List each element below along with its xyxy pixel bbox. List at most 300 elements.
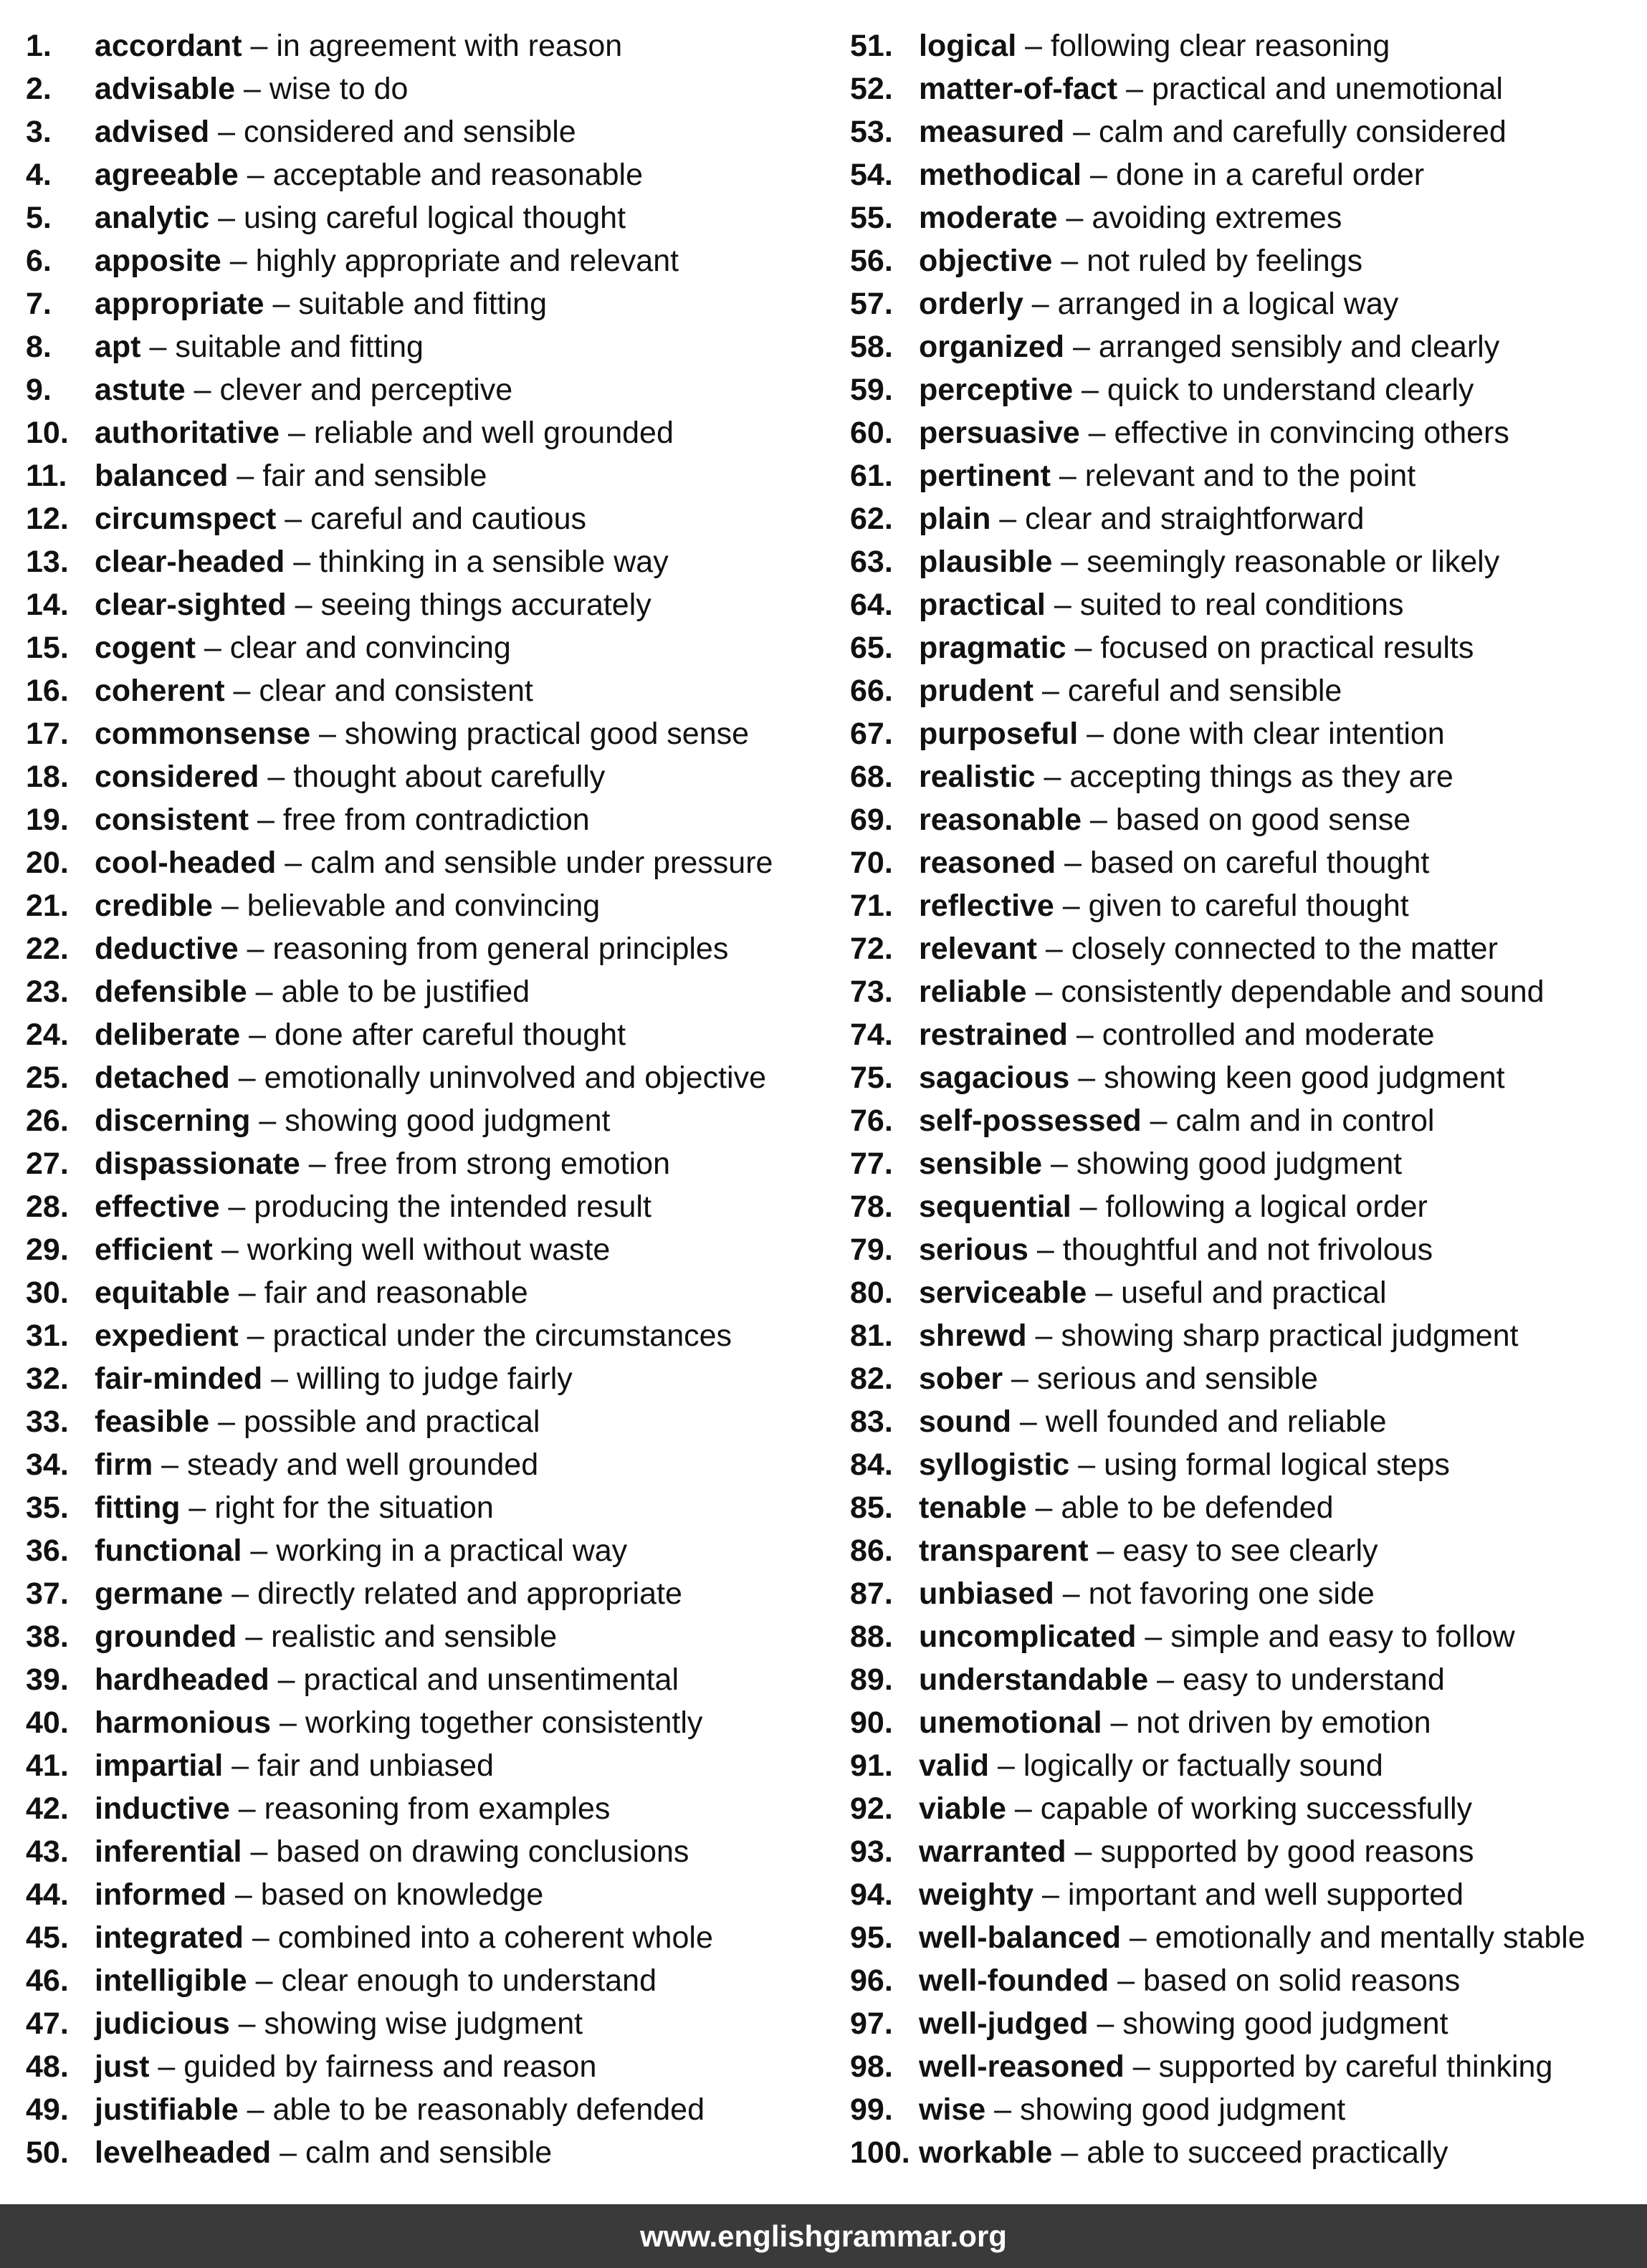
item-word: perceptive bbox=[919, 373, 1074, 407]
item-word: reflective bbox=[919, 889, 1054, 923]
item-word: sound bbox=[919, 1405, 1011, 1439]
item-definition: using careful logical thought bbox=[243, 201, 626, 235]
item-definition: arranged sensibly and clearly bbox=[1098, 330, 1500, 364]
item-definition: easy to see clearly bbox=[1122, 1533, 1378, 1568]
list-item bbox=[850, 628, 1631, 671]
list-item bbox=[26, 155, 836, 198]
list-item bbox=[26, 1187, 836, 1230]
item-word: discerning bbox=[95, 1104, 251, 1138]
item-separator: – bbox=[271, 1705, 305, 1740]
list-item bbox=[850, 198, 1631, 241]
item-definition: based on solid reasons bbox=[1142, 1963, 1461, 1998]
item-definition: practical and unemotional bbox=[1151, 72, 1503, 106]
list-item bbox=[850, 929, 1631, 972]
item-word: considered bbox=[95, 760, 259, 794]
item-number: 85. bbox=[850, 1491, 893, 1525]
item-definition: suitable and fitting bbox=[175, 330, 424, 364]
item-word: harmonious bbox=[95, 1705, 272, 1740]
item-definition: directly related and appropriate bbox=[257, 1576, 682, 1611]
item-number: 29. bbox=[26, 1233, 69, 1267]
item-separator: – bbox=[1052, 244, 1087, 278]
list-item bbox=[850, 2004, 1631, 2047]
item-number: 13. bbox=[26, 545, 69, 579]
item-number: 58. bbox=[850, 330, 893, 364]
list-item bbox=[26, 1144, 836, 1187]
item-separator: – bbox=[195, 631, 230, 665]
item-separator: – bbox=[1120, 1920, 1155, 1955]
list-item bbox=[26, 2090, 836, 2133]
item-separator: – bbox=[1066, 1834, 1101, 1869]
item-definition: careful and sensible bbox=[1067, 674, 1342, 708]
list-item bbox=[26, 972, 836, 1015]
list-item bbox=[850, 1488, 1631, 1531]
item-word: shrewd bbox=[919, 1319, 1027, 1353]
list-item bbox=[850, 327, 1631, 370]
list-item bbox=[850, 1101, 1631, 1144]
item-word: germane bbox=[95, 1576, 224, 1611]
item-number: 88. bbox=[850, 1619, 893, 1654]
item-word: equitable bbox=[95, 1276, 230, 1310]
item-number: 21. bbox=[26, 889, 69, 923]
item-word: restrained bbox=[919, 1018, 1068, 1052]
item-separator: – bbox=[1050, 459, 1085, 493]
list-item bbox=[850, 1058, 1631, 1101]
item-separator: – bbox=[985, 2092, 1021, 2127]
item-number: 30. bbox=[26, 1276, 69, 1310]
item-number: 27. bbox=[26, 1147, 69, 1181]
item-word: logical bbox=[919, 29, 1017, 63]
item-definition: arranged in a logical way bbox=[1057, 287, 1399, 321]
item-word: organized bbox=[919, 330, 1065, 364]
item-definition: realistic and sensible bbox=[271, 1619, 558, 1654]
item-definition: seeing things accurately bbox=[320, 588, 651, 622]
list-item bbox=[26, 241, 836, 284]
list-item bbox=[26, 1316, 836, 1359]
item-definition: emotionally uninvolved and objective bbox=[264, 1061, 766, 1095]
list-item bbox=[26, 1359, 836, 1402]
list-item bbox=[850, 1230, 1631, 1273]
item-number: 70. bbox=[850, 846, 893, 880]
item-separator: – bbox=[140, 330, 176, 364]
item-definition: working together consistently bbox=[305, 1705, 703, 1740]
list-item bbox=[26, 1101, 836, 1144]
item-number: 43. bbox=[26, 1834, 69, 1869]
item-definition: fair and sensible bbox=[262, 459, 487, 493]
item-word: practical bbox=[919, 588, 1046, 622]
item-word: clear-sighted bbox=[95, 588, 287, 622]
item-separator: – bbox=[990, 502, 1026, 536]
item-word: unemotional bbox=[919, 1705, 1102, 1740]
item-definition: steady and well grounded bbox=[187, 1448, 539, 1482]
list-item bbox=[26, 1918, 836, 1961]
item-separator: – bbox=[212, 889, 247, 923]
item-number: 77. bbox=[850, 1147, 893, 1181]
item-definition: showing good judgment bbox=[1122, 2006, 1448, 2041]
item-word: tenable bbox=[919, 1491, 1027, 1525]
list-item bbox=[850, 1144, 1631, 1187]
item-word: astute bbox=[95, 373, 186, 407]
item-definition: showing good judgment bbox=[285, 1104, 611, 1138]
item-word: wise bbox=[919, 2092, 986, 2127]
list-item bbox=[26, 1746, 836, 1789]
item-number: 86. bbox=[850, 1533, 893, 1568]
item-word: reasoned bbox=[919, 846, 1056, 880]
item-number: 48. bbox=[26, 2049, 69, 2084]
item-word: expedient bbox=[95, 1319, 239, 1353]
item-separator: – bbox=[1117, 72, 1152, 106]
item-word: credible bbox=[95, 889, 213, 923]
item-number: 49. bbox=[26, 2092, 69, 2127]
footer-url[interactable]: www.englishgrammar.org bbox=[640, 2219, 1007, 2253]
item-separator: – bbox=[1082, 803, 1116, 837]
item-definition: possible and practical bbox=[243, 1405, 540, 1439]
item-word: advisable bbox=[95, 72, 235, 106]
item-number: 7. bbox=[26, 287, 52, 321]
item-definition: accepting things as they are bbox=[1069, 760, 1453, 794]
item-definition: seemingly reasonable or likely bbox=[1087, 545, 1500, 579]
item-number: 52. bbox=[850, 72, 893, 106]
item-separator: – bbox=[989, 1748, 1023, 1783]
item-word: persuasive bbox=[919, 416, 1080, 450]
item-word: advised bbox=[95, 115, 210, 149]
item-number: 89. bbox=[850, 1662, 893, 1697]
item-definition: quick to understand clearly bbox=[1107, 373, 1474, 407]
item-definition: willing to judge fairly bbox=[296, 1362, 573, 1396]
item-definition: fair and reasonable bbox=[264, 1276, 528, 1310]
item-separator: – bbox=[229, 1061, 264, 1095]
item-number: 79. bbox=[850, 1233, 893, 1267]
item-word: prudent bbox=[919, 674, 1034, 708]
list-item bbox=[850, 1402, 1631, 1445]
item-separator: – bbox=[249, 803, 283, 837]
item-word: justifiable bbox=[95, 2092, 239, 2127]
item-separator: – bbox=[1071, 1190, 1106, 1224]
list-item bbox=[850, 1875, 1631, 1918]
item-number: 99. bbox=[850, 2092, 893, 2127]
item-word: pragmatic bbox=[919, 631, 1066, 665]
item-definition: logically or factually sound bbox=[1023, 1748, 1383, 1783]
item-separator: – bbox=[1088, 1533, 1123, 1568]
item-separator: – bbox=[1023, 287, 1058, 321]
item-word: apposite bbox=[95, 244, 221, 278]
list-item bbox=[26, 69, 836, 112]
item-word: feasible bbox=[95, 1405, 210, 1439]
item-separator: – bbox=[1006, 1791, 1041, 1826]
item-separator: – bbox=[1026, 1491, 1061, 1525]
item-separator: – bbox=[1033, 674, 1068, 708]
item-number: 23. bbox=[26, 975, 69, 1009]
item-definition: focused on practical results bbox=[1100, 631, 1474, 665]
item-number: 1. bbox=[26, 29, 52, 63]
item-number: 5. bbox=[26, 201, 52, 235]
list-item bbox=[850, 1316, 1631, 1359]
item-number: 39. bbox=[26, 1662, 69, 1697]
item-word: apt bbox=[95, 330, 141, 364]
list-item bbox=[850, 26, 1631, 69]
item-separator: – bbox=[1064, 115, 1099, 149]
item-definition: consistently dependable and sound bbox=[1061, 975, 1545, 1009]
item-word: inferential bbox=[95, 1834, 242, 1869]
item-number: 59. bbox=[850, 373, 893, 407]
item-word: levelheaded bbox=[95, 2135, 272, 2170]
item-number: 8. bbox=[26, 330, 52, 364]
item-definition: avoiding extremes bbox=[1092, 201, 1342, 235]
item-number: 3. bbox=[26, 115, 52, 149]
item-number: 92. bbox=[850, 1791, 893, 1826]
item-separator: – bbox=[212, 1233, 247, 1267]
item-definition: believable and convincing bbox=[247, 889, 601, 923]
item-separator: – bbox=[310, 717, 345, 751]
item-definition: supported by careful thinking bbox=[1158, 2049, 1553, 2084]
item-definition: showing wise judgment bbox=[264, 2006, 583, 2041]
item-separator: – bbox=[185, 373, 220, 407]
item-definition: not ruled by feelings bbox=[1087, 244, 1363, 278]
item-word: reliable bbox=[919, 975, 1027, 1009]
list-item bbox=[850, 1445, 1631, 1488]
item-separator: – bbox=[1078, 717, 1112, 751]
item-number: 100. bbox=[850, 2135, 910, 2170]
list-item bbox=[850, 2133, 1631, 2176]
item-number: 66. bbox=[850, 674, 893, 708]
list-item bbox=[850, 1789, 1631, 1832]
item-number: 34. bbox=[26, 1448, 69, 1482]
list-item bbox=[850, 1746, 1631, 1789]
item-separator: – bbox=[238, 932, 273, 966]
item-separator: – bbox=[1011, 1405, 1046, 1439]
item-number: 50. bbox=[26, 2135, 69, 2170]
list-item bbox=[26, 843, 836, 886]
item-word: well-judged bbox=[919, 2006, 1089, 2041]
list-item bbox=[26, 413, 836, 456]
item-definition: following a logical order bbox=[1105, 1190, 1428, 1224]
item-number: 19. bbox=[26, 803, 69, 837]
item-number: 53. bbox=[850, 115, 893, 149]
item-definition: calm and sensible under pressure bbox=[310, 846, 773, 880]
list-item bbox=[850, 241, 1631, 284]
item-definition: highly appropriate and relevant bbox=[255, 244, 679, 278]
item-definition: thinking in a sensible way bbox=[319, 545, 669, 579]
item-definition: not favoring one side bbox=[1088, 1576, 1375, 1611]
item-definition: serious and sensible bbox=[1036, 1362, 1318, 1396]
list-item bbox=[850, 499, 1631, 542]
item-word: sequential bbox=[919, 1190, 1071, 1224]
item-definition: showing good judgment bbox=[1020, 2092, 1346, 2127]
item-definition: able to be defended bbox=[1061, 1491, 1334, 1525]
item-definition: guided by fairness and reason bbox=[183, 2049, 597, 2084]
item-separator: – bbox=[229, 1791, 264, 1826]
list-item bbox=[26, 456, 836, 499]
item-definition: given to careful thought bbox=[1088, 889, 1409, 923]
item-word: serviceable bbox=[919, 1276, 1087, 1310]
item-separator: – bbox=[1057, 201, 1092, 235]
item-separator: – bbox=[276, 846, 311, 880]
item-separator: – bbox=[1054, 1576, 1089, 1611]
item-word: commonsense bbox=[95, 717, 311, 751]
item-number: 63. bbox=[850, 545, 893, 579]
item-number: 78. bbox=[850, 1190, 893, 1224]
item-separator: – bbox=[242, 29, 277, 63]
item-number: 38. bbox=[26, 1619, 69, 1654]
item-separator: – bbox=[1141, 1104, 1176, 1138]
item-definition: using formal logical steps bbox=[1104, 1448, 1450, 1482]
list-item bbox=[26, 886, 836, 929]
list-item bbox=[26, 1402, 836, 1445]
item-number: 61. bbox=[850, 459, 893, 493]
item-number: 42. bbox=[26, 1791, 69, 1826]
item-definition: working in a practical way bbox=[276, 1533, 628, 1568]
list-item bbox=[850, 284, 1631, 327]
list-item bbox=[26, 1445, 836, 1488]
item-definition: showing keen good judgment bbox=[1104, 1061, 1505, 1095]
item-word: cogent bbox=[95, 631, 196, 665]
list-item bbox=[850, 413, 1631, 456]
item-word: agreeable bbox=[95, 158, 239, 192]
item-number: 44. bbox=[26, 1877, 69, 1912]
item-word: hardheaded bbox=[95, 1662, 269, 1697]
item-separator: – bbox=[238, 158, 273, 192]
list-item bbox=[850, 800, 1631, 843]
item-number: 84. bbox=[850, 1448, 893, 1482]
item-definition: reliable and well grounded bbox=[313, 416, 674, 450]
list-item bbox=[26, 714, 836, 757]
item-separator: – bbox=[1052, 545, 1087, 579]
item-word: uncomplicated bbox=[919, 1619, 1137, 1654]
item-definition: fair and unbiased bbox=[257, 1748, 494, 1783]
item-definition: reasoning from general principles bbox=[272, 932, 729, 966]
item-definition: done in a careful order bbox=[1115, 158, 1425, 192]
item-definition: emotionally and mentally stable bbox=[1155, 1920, 1585, 1955]
item-separator: – bbox=[1026, 1319, 1061, 1353]
list-item bbox=[26, 628, 836, 671]
item-separator: – bbox=[1026, 975, 1061, 1009]
item-definition: considered and sensible bbox=[243, 115, 576, 149]
list-item bbox=[26, 1832, 836, 1875]
item-separator: – bbox=[209, 201, 244, 235]
item-definition: calm and sensible bbox=[305, 2135, 553, 2170]
item-separator: – bbox=[1056, 846, 1091, 880]
item-word: cool-headed bbox=[95, 846, 277, 880]
item-separator: – bbox=[1124, 2049, 1159, 2084]
item-separator: – bbox=[1073, 373, 1107, 407]
item-word: relevant bbox=[919, 932, 1037, 966]
item-number: 15. bbox=[26, 631, 69, 665]
item-separator: – bbox=[149, 2049, 184, 2084]
list-item bbox=[26, 26, 836, 69]
list-item bbox=[850, 69, 1631, 112]
item-word: reasonable bbox=[919, 803, 1082, 837]
list-item bbox=[26, 1617, 836, 1660]
item-separator: – bbox=[228, 459, 263, 493]
item-separator: – bbox=[262, 1362, 297, 1396]
item-definition: done after careful thought bbox=[274, 1018, 626, 1052]
list-item bbox=[26, 1015, 836, 1058]
item-separator: – bbox=[1028, 1233, 1063, 1267]
item-definition: clear and consistent bbox=[259, 674, 533, 708]
word-list-right-column bbox=[850, 26, 1631, 2176]
item-word: sensible bbox=[919, 1147, 1043, 1181]
list-item bbox=[26, 1660, 836, 1703]
item-definition: free from contradiction bbox=[282, 803, 590, 837]
item-number: 67. bbox=[850, 717, 893, 751]
list-item bbox=[26, 585, 836, 628]
item-definition: clear and convincing bbox=[229, 631, 511, 665]
list-item bbox=[26, 1230, 836, 1273]
item-number: 93. bbox=[850, 1834, 893, 1869]
item-word: firm bbox=[95, 1448, 153, 1482]
item-number: 95. bbox=[850, 1920, 893, 1955]
item-number: 90. bbox=[850, 1705, 893, 1740]
list-item bbox=[26, 198, 836, 241]
list-item bbox=[850, 671, 1631, 714]
list-item bbox=[850, 112, 1631, 155]
list-item bbox=[850, 1832, 1631, 1875]
item-word: realistic bbox=[919, 760, 1036, 794]
item-word: functional bbox=[95, 1533, 242, 1568]
list-item bbox=[850, 972, 1631, 1015]
item-definition: reasoning from examples bbox=[264, 1791, 611, 1826]
item-separator: – bbox=[285, 545, 320, 579]
item-separator: – bbox=[1003, 1362, 1037, 1396]
item-number: 31. bbox=[26, 1319, 69, 1353]
list-item bbox=[850, 542, 1631, 585]
item-number: 20. bbox=[26, 846, 69, 880]
item-word: clear-headed bbox=[95, 545, 285, 579]
list-item bbox=[26, 1273, 836, 1316]
list-item bbox=[26, 2133, 836, 2176]
list-item bbox=[850, 1961, 1631, 2004]
item-word: dispassionate bbox=[95, 1147, 300, 1181]
item-separator: – bbox=[235, 72, 269, 106]
item-definition: in agreement with reason bbox=[276, 29, 623, 63]
item-definition: free from strong emotion bbox=[334, 1147, 671, 1181]
list-item bbox=[850, 1574, 1631, 1617]
item-definition: thoughtful and not frivolous bbox=[1062, 1233, 1433, 1267]
list-item bbox=[850, 155, 1631, 198]
item-number: 56. bbox=[850, 244, 893, 278]
item-word: sagacious bbox=[919, 1061, 1070, 1095]
item-definition: important and well supported bbox=[1067, 1877, 1464, 1912]
item-number: 28. bbox=[26, 1190, 69, 1224]
item-word: circumspect bbox=[95, 502, 277, 536]
item-separator: – bbox=[1042, 1147, 1076, 1181]
list-item bbox=[850, 456, 1631, 499]
list-item bbox=[26, 1961, 836, 2004]
item-definition: showing sharp practical judgment bbox=[1061, 1319, 1519, 1353]
item-number: 73. bbox=[850, 975, 893, 1009]
item-word: matter-of-fact bbox=[919, 72, 1118, 106]
item-definition: careful and cautious bbox=[310, 502, 587, 536]
item-number: 94. bbox=[850, 1877, 893, 1912]
item-definition: clever and perceptive bbox=[219, 373, 513, 407]
item-number: 68. bbox=[850, 760, 893, 794]
item-word: workable bbox=[919, 2135, 1053, 2170]
item-word: inductive bbox=[95, 1791, 230, 1826]
item-number: 71. bbox=[850, 889, 893, 923]
list-item bbox=[850, 585, 1631, 628]
list-item bbox=[850, 370, 1631, 413]
item-definition: done with clear intention bbox=[1112, 717, 1445, 751]
item-number: 64. bbox=[850, 588, 893, 622]
item-separator: – bbox=[1109, 1963, 1143, 1998]
item-number: 74. bbox=[850, 1018, 893, 1052]
item-number: 12. bbox=[26, 502, 69, 536]
item-word: methodical bbox=[919, 158, 1082, 192]
list-item bbox=[850, 1015, 1631, 1058]
item-number: 96. bbox=[850, 1963, 893, 1998]
item-word: syllogistic bbox=[919, 1448, 1070, 1482]
list-item bbox=[26, 284, 836, 327]
item-number: 11. bbox=[26, 459, 67, 493]
